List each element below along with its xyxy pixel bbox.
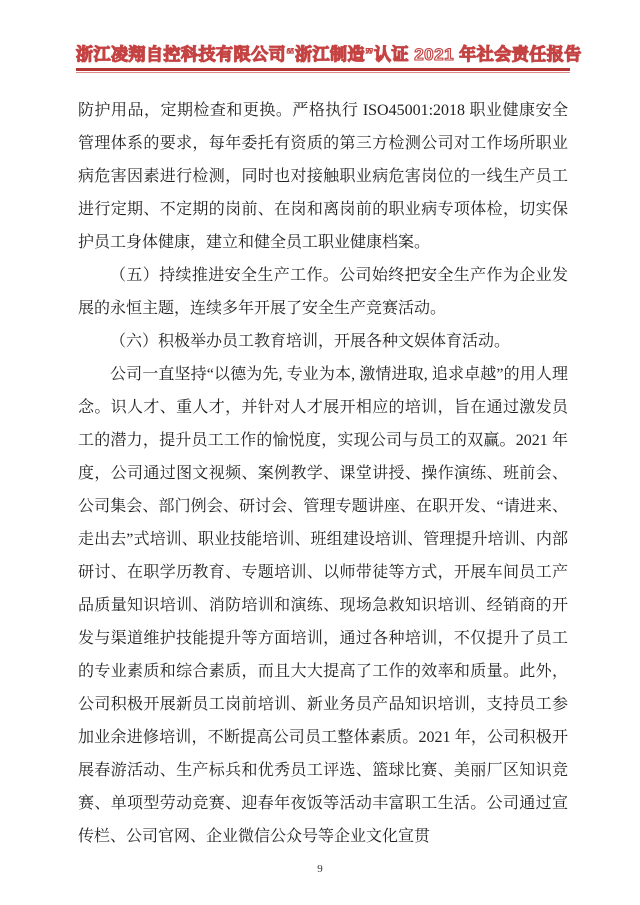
- paragraph-item-five: （五）持续推进安全生产工作。公司始终把安全生产作为企业发展的永恒主题，连续多年开展了安全生产竞赛活动。: [78, 267, 568, 317]
- report-title: “浙江制造”认证 2021 年社会责任报告: [286, 45, 582, 64]
- paragraph-training-activities: 公司一直坚持“以德为先, 专业为本, 激情进取, 追求卓越”的用人理念。识人才、重人才，并针对人才展开相应的培训，旨在通过激发员工的潜力，提升员工工作的愉悦度，实现公司与员工的双赢。2021 年度，公司通过图文视频、案例教学、课堂讲授、操作演练、班前会、公司集会、部门例会、研讨会、管理专题讲座、在职开发、“请进来、走出去”式培训、职业技能培训、班组建设培训、管理提升培训、内部研讨、在职学历教育、专题培训、以师带徒等方式，开展车间员工产品质量知识培训、消防培训和演练、现场急救知识培训、经销商的开发与渠道维护技能提升等方面培训，通过各种培训，不仅提升了员工的专业素质和综合素质，而且大大提高了工作的效率和质量。此外，公司积极开展新员工岗前培训、新业务员产品知识培训，支持员工参加业余进修培训，不断提高公司员工整体素质。2021 年，公司积极开展春游活动、生产标兵和优秀员工评选、篮球比赛、美丽厂区知识竞赛、单项型劳动竞赛、迎春年夜饭等活动丰富职工生活。公司通过宣传栏、公司官网、企业微信公众号等企业文化宣贯: [78, 366, 568, 845]
- paragraph-continuation: 防护用品，定期检查和更换。严格执行 ISO45001:2018 职业健康安全管理体系的要求，每年委托有资质的第三方检测公司对工作场所职业病危害因素进行检测，同时也对接触职业病危害岗位的一线生产员工进行定期、不定期的岗前、在岗和离岗前的职业病专项体检，切实保护员工身体健康，建立和健全员工职业健康档案。: [78, 102, 568, 251]
- document-body: [78, 94, 568, 853]
- header-rule-divider: [76, 68, 570, 73]
- page-header: [76, 40, 582, 73]
- company-name: 浙江凌翔自控科技有限公司: [76, 45, 286, 64]
- page-number: 9: [317, 863, 323, 875]
- paragraph-item-six: （六）积极举办员工教育培训，开展各种文娱体育活动。: [110, 333, 511, 350]
